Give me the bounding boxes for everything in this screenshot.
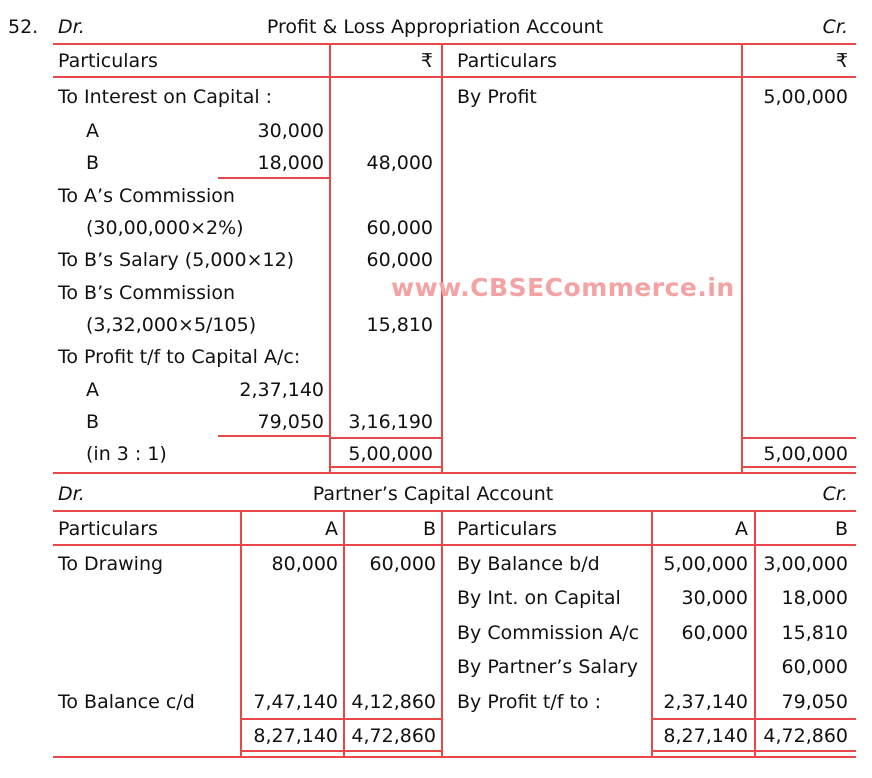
capital-credit-particulars: By Balance b/d xyxy=(457,553,600,575)
pl-b-salary-amount: 60,000 xyxy=(366,249,433,271)
pl-total-top-rule-right xyxy=(741,437,856,439)
capital-header-b-left: B xyxy=(422,518,436,540)
pl-top-rule xyxy=(53,43,856,45)
capital-credit-b: 79,050 xyxy=(781,691,848,713)
pl-credit-grand-total: 5,00,000 xyxy=(763,443,848,465)
pl-bottom-rule xyxy=(53,472,856,474)
pl-profit-a-amount: 2,37,140 xyxy=(239,379,324,401)
capital-header-particulars-right: Particulars xyxy=(457,518,557,540)
capital-debit-total-b: 4,72,860 xyxy=(351,725,436,747)
capital-dr-label: Dr. xyxy=(58,483,85,505)
pl-profit-b-label: B xyxy=(86,411,100,433)
pl-total-top-rule-left xyxy=(330,437,441,439)
capital-debit-a: 7,47,140 xyxy=(253,691,338,713)
pl-header-particulars-left: Particulars xyxy=(58,50,158,72)
capital-header-a-right: A xyxy=(735,518,748,540)
pl-by-profit-amount: 5,00,000 xyxy=(763,86,848,108)
capital-header-particulars-left: Particulars xyxy=(58,518,158,540)
capital-credit-b: 60,000 xyxy=(781,656,848,678)
capital-total-top-rule-left xyxy=(241,718,442,720)
capital-credit-a: 5,00,000 xyxy=(663,553,748,575)
pl-subtotal-rule-2 xyxy=(218,435,330,437)
pl-total-double-rule-right xyxy=(741,466,856,468)
pl-b-commission-calc: (3,32,000×5/105) xyxy=(86,314,257,336)
capital-total-top-rule-right xyxy=(652,718,856,720)
capital-credit-b: 15,810 xyxy=(781,622,848,644)
capital-debit-particulars: To Balance c/d xyxy=(58,691,195,713)
capital-credit-particulars: By Int. on Capital xyxy=(457,587,621,609)
pl-profit-a-label: A xyxy=(86,379,99,401)
pl-cr-label: Cr. xyxy=(822,16,848,38)
pl-col-divider-center xyxy=(441,43,443,474)
capital-account-title: Partner’s Capital Account xyxy=(312,483,554,505)
pl-dr-label: Dr. xyxy=(58,16,85,38)
pl-profit-tf: To Profit t/f to Capital A/c: xyxy=(58,346,301,368)
capital-credit-total-a: 8,27,140 xyxy=(663,725,748,747)
pl-header-rupee-left: ₹ xyxy=(420,50,433,72)
pl-col-divider-1 xyxy=(329,43,331,474)
pl-account-title: Profit & Loss Appropriation Account xyxy=(266,16,604,38)
capital-credit-particulars: By Commission A/c xyxy=(457,622,640,644)
pl-interest-a-amount: 30,000 xyxy=(257,120,324,142)
capital-header-rule xyxy=(53,544,856,546)
capital-credit-a: 30,000 xyxy=(681,587,748,609)
capital-credit-particulars: By Profit t/f to : xyxy=(457,691,602,713)
capital-top-rule xyxy=(53,510,856,512)
question-number: 52. xyxy=(8,16,39,38)
watermark: www.CBSECommerce.in xyxy=(391,273,735,302)
capital-cr-label: Cr. xyxy=(822,483,848,505)
pl-b-salary: To B’s Salary (5,000×12) xyxy=(58,249,295,271)
pl-a-commission-calc: (30,00,000×2%) xyxy=(86,217,244,239)
pl-total-double-rule-left xyxy=(330,466,441,468)
pl-interest-b-amount: 18,000 xyxy=(257,152,324,174)
capital-credit-b: 3,00,000 xyxy=(763,553,848,575)
pl-subtotal-rule-1 xyxy=(218,177,330,179)
pl-header-rupee-right: ₹ xyxy=(835,50,848,72)
pl-b-commission: To B’s Commission xyxy=(58,282,235,304)
capital-debit-b: 60,000 xyxy=(369,553,436,575)
pl-interest-on-capital: To Interest on Capital : xyxy=(58,86,273,108)
capital-header-a-left: A xyxy=(325,518,338,540)
capital-bottom-rule xyxy=(53,756,856,758)
capital-total-double-rule-right xyxy=(652,750,856,752)
pl-header-rule xyxy=(53,76,856,78)
pl-ratio: (in 3 : 1) xyxy=(86,443,167,465)
pl-interest-b-label: B xyxy=(86,152,100,174)
pl-b-commission-amount: 15,810 xyxy=(366,314,433,336)
capital-debit-b: 4,12,860 xyxy=(351,691,436,713)
pl-profit-b-amount: 79,050 xyxy=(257,411,324,433)
pl-a-commission: To A’s Commission xyxy=(58,185,235,207)
capital-credit-total-b: 4,72,860 xyxy=(763,725,848,747)
capital-debit-particulars: To Drawing xyxy=(58,553,164,575)
pl-interest-a-label: A xyxy=(86,120,99,142)
capital-credit-a: 60,000 xyxy=(681,622,748,644)
pl-interest-total: 48,000 xyxy=(366,152,433,174)
pl-debit-grand-total: 5,00,000 xyxy=(348,443,433,465)
pl-profit-total: 3,16,190 xyxy=(348,411,433,433)
capital-credit-particulars: By Partner’s Salary xyxy=(457,656,639,678)
capital-debit-total-a: 8,27,140 xyxy=(253,725,338,747)
pl-col-divider-3 xyxy=(741,43,743,474)
capital-credit-a: 2,37,140 xyxy=(663,691,748,713)
pl-header-particulars-right: Particulars xyxy=(457,50,557,72)
capital-debit-a: 80,000 xyxy=(271,553,338,575)
pl-by-profit: By Profit xyxy=(457,86,537,108)
capital-total-double-rule-left xyxy=(241,750,442,752)
capital-header-b-right: B xyxy=(834,518,848,540)
pl-a-commission-amount: 60,000 xyxy=(366,217,433,239)
capital-credit-b: 18,000 xyxy=(781,587,848,609)
